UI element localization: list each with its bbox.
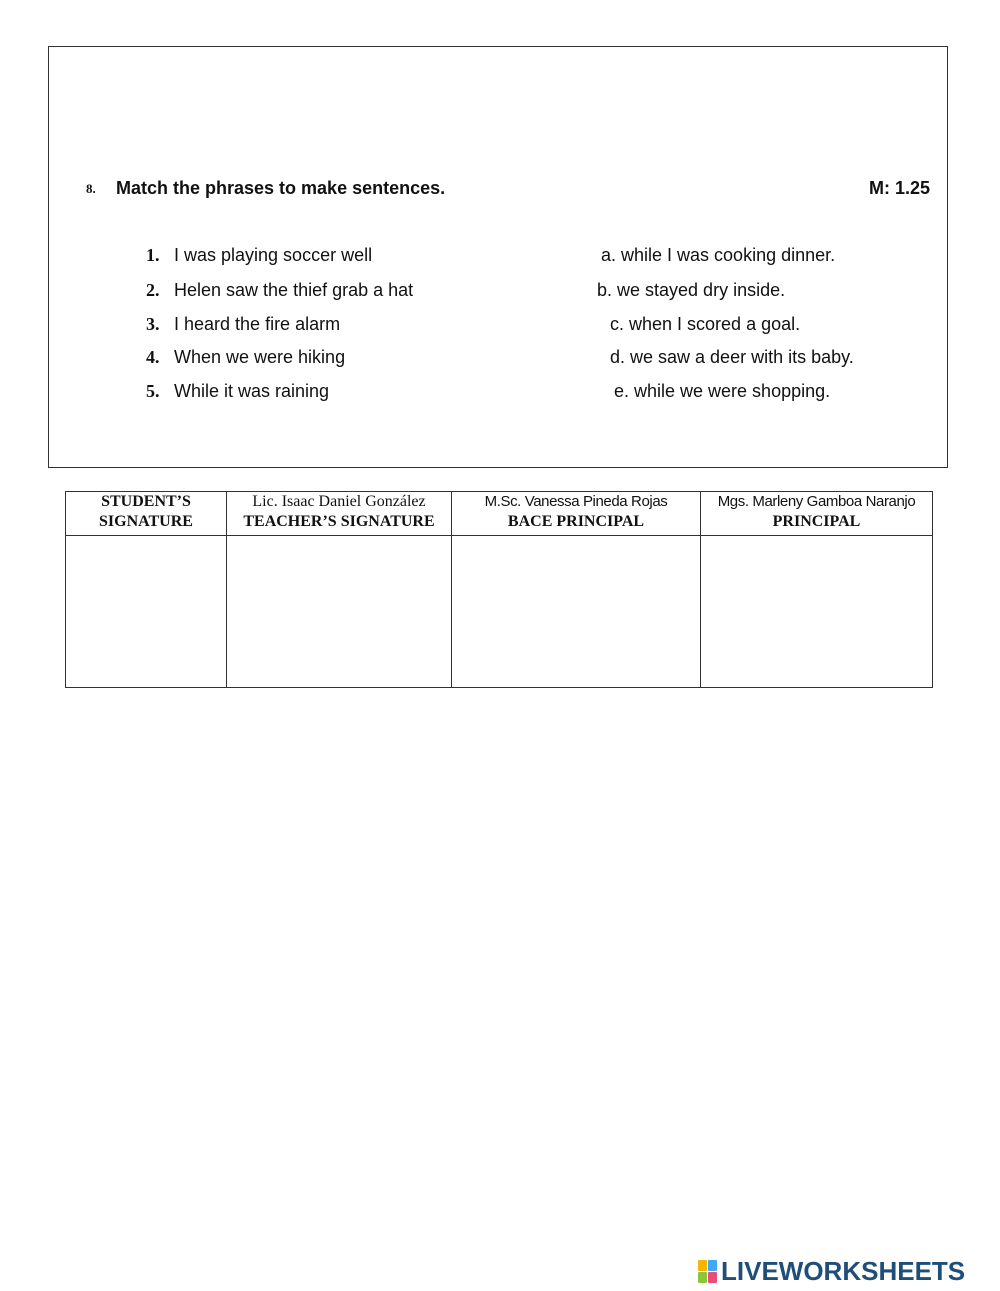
mark-square-icon [708, 1272, 717, 1283]
mark-square-icon [708, 1260, 717, 1271]
phrase-text: When we were hiking [174, 347, 346, 367]
principal-role: PRINCIPAL [772, 513, 861, 530]
teacher-role: TEACHER’S SIGNATURE [243, 513, 435, 530]
phrase-text: I heard the fire alarm [174, 314, 341, 334]
principal-header [701, 492, 933, 536]
phrase-text: Helen saw the thief grab a hat [174, 280, 414, 300]
student-label-line1: STUDENT’S [101, 493, 191, 510]
question-number: 8. [86, 181, 96, 196]
mark-square-icon [698, 1272, 707, 1283]
mark-square-icon [698, 1260, 707, 1271]
phrase-number: 1. [146, 245, 160, 265]
right-phrase-c: c. when I scored a goal. [610, 314, 801, 334]
phrase-text: While it was raining [174, 381, 330, 401]
teacher-signature-area[interactable] [227, 536, 452, 688]
student-signature-area[interactable] [66, 536, 227, 688]
phrase-number: 2. [146, 280, 160, 300]
left-phrase-5 [146, 381, 329, 402]
liveworksheets-logo [698, 1256, 965, 1287]
right-phrase-b: b. we stayed dry inside. [597, 280, 786, 300]
phrase-number: 3. [146, 314, 160, 334]
principal-signature-area[interactable] [701, 536, 933, 688]
signature-table [65, 491, 933, 688]
phrase-number: 5. [146, 381, 160, 401]
bace-principal-name: M.Sc. Vanessa Pineda Rojas [484, 493, 668, 510]
left-phrase-3 [146, 314, 340, 335]
left-phrase-1 [146, 245, 372, 266]
liveworksheets-wordmark: LIVEWORKSHEETS [721, 1256, 966, 1286]
bace-principal-role: BACE PRINCIPAL [507, 513, 645, 530]
question-marks: M: 1.25 [868, 178, 930, 198]
teacher-signature-header [227, 492, 452, 536]
right-phrase-e: e. while we were shopping. [614, 381, 831, 401]
left-phrase-4 [146, 347, 345, 368]
right-phrase-a: a. while I was cooking dinner. [601, 245, 836, 265]
phrase-number: 4. [146, 347, 160, 367]
left-phrase-2 [146, 280, 413, 301]
right-phrase-d: d. we saw a deer with its baby. [610, 347, 854, 367]
bace-principal-header [452, 492, 701, 536]
question-title: Match the phrases to make sentences. [116, 178, 446, 198]
phrase-text: I was playing soccer well [174, 245, 373, 265]
student-signature-header [66, 492, 227, 536]
teacher-name: Lic. Isaac Daniel González [252, 493, 426, 510]
student-label-line2: SIGNATURE [99, 513, 193, 530]
bace-principal-signature-area[interactable] [452, 536, 701, 688]
principal-name: Mgs. Marleny Gamboa Naranjo [717, 493, 916, 510]
liveworksheets-mark-icon [698, 1260, 717, 1283]
